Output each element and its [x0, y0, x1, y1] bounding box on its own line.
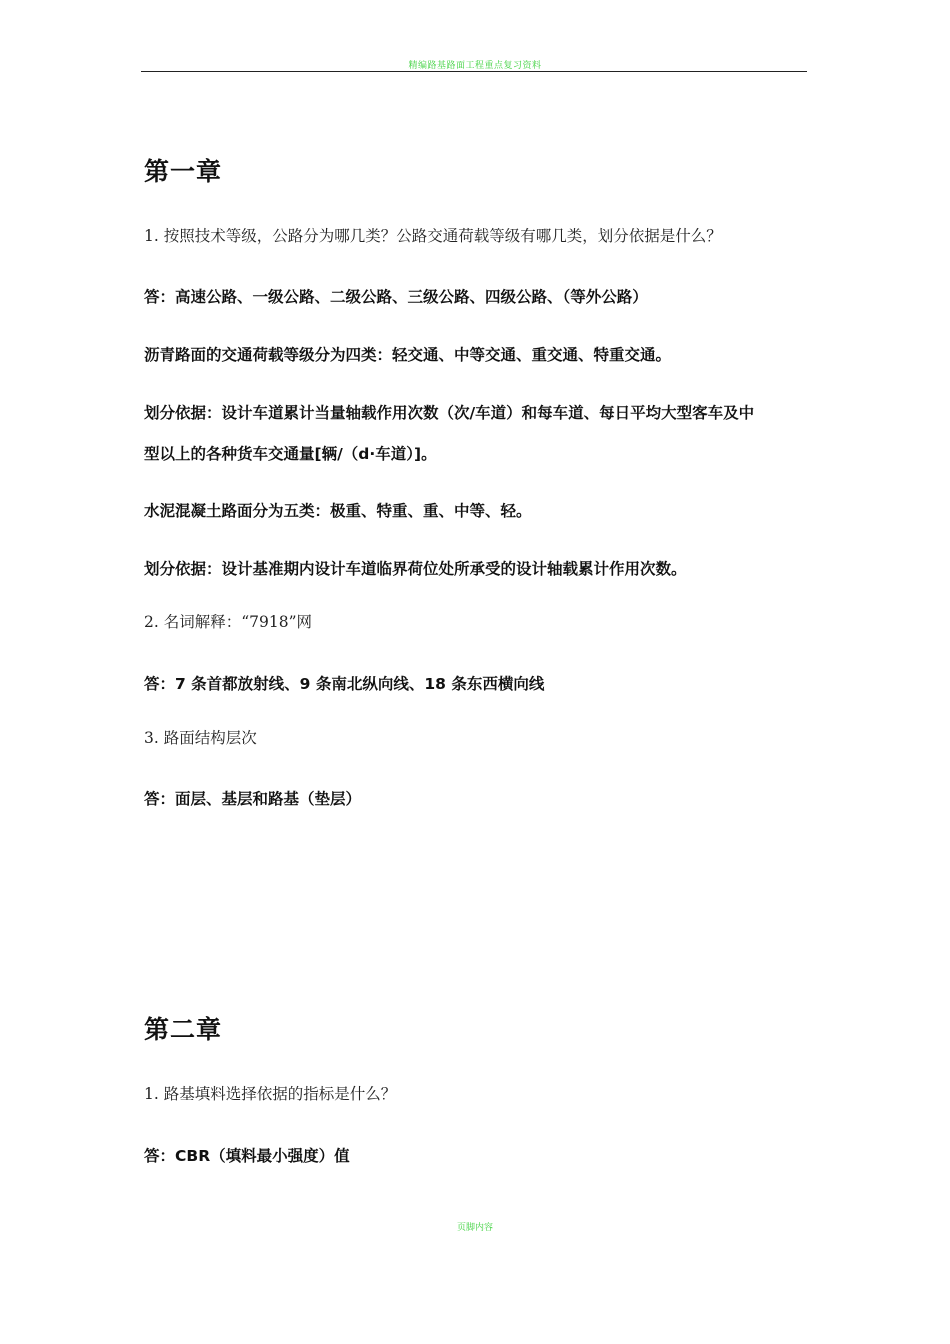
chapter-1-question-3: 3. 路面结构层次 — [144, 729, 257, 747]
chapter-1-answer-1-line-1: 答：高速公路、一级公路、二级公路、三级公路、四级公路、（等外公路） — [144, 288, 648, 306]
chapter-1-answer-3: 答：面层、基层和路基（垫层） — [144, 790, 362, 808]
chapter-2-title: 第二章 — [144, 1015, 223, 1044]
chapter-1-answer-2: 答：7 条首都放射线、9 条南北纵向线、18 条东西横向线 — [144, 675, 545, 693]
chapter-1-question-1: 1. 按照技术等级，公路分为哪几类？公路交通荷载等级有哪几类，划分依据是什么？ — [144, 227, 722, 245]
header-divider — [141, 71, 807, 72]
page-footer: 页脚内容 — [456, 1223, 493, 1233]
chapter-1-answer-1-line-6: 划分依据：设计基准期内设计车道临界荷位处所承受的设计轴载累计作用次数。 — [144, 560, 687, 578]
chapter-1-title: 第一章 — [144, 157, 223, 186]
chapter-1-answer-1-line-4: 型以上的各种货车交通量[辆/（d·车道）]。 — [144, 445, 437, 463]
chapter-2-question-1: 1. 路基填料选择依据的指标是什么？ — [144, 1085, 397, 1103]
chapter-1-answer-1-line-2: 沥青路面的交通荷载等级分为四类：轻交通、中等交通、重交通、特重交通。 — [144, 346, 672, 364]
page-header: 精编路基路面工程重点复习资料 — [408, 61, 542, 71]
chapter-1-question-2: 2. 名词解释：“7918”网 — [144, 613, 313, 631]
chapter-1-answer-1-line-5: 水泥混凝土路面分为五类：极重、特重、重、中等、轻。 — [144, 502, 532, 520]
chapter-1-answer-1-line-3: 划分依据：设计车道累计当量轴载作用次数（次/车道）和每车道、每日平均大型客车及中 — [144, 404, 755, 422]
chapter-2-answer-1: 答：CBR（填料最小强度）值 — [144, 1147, 350, 1165]
